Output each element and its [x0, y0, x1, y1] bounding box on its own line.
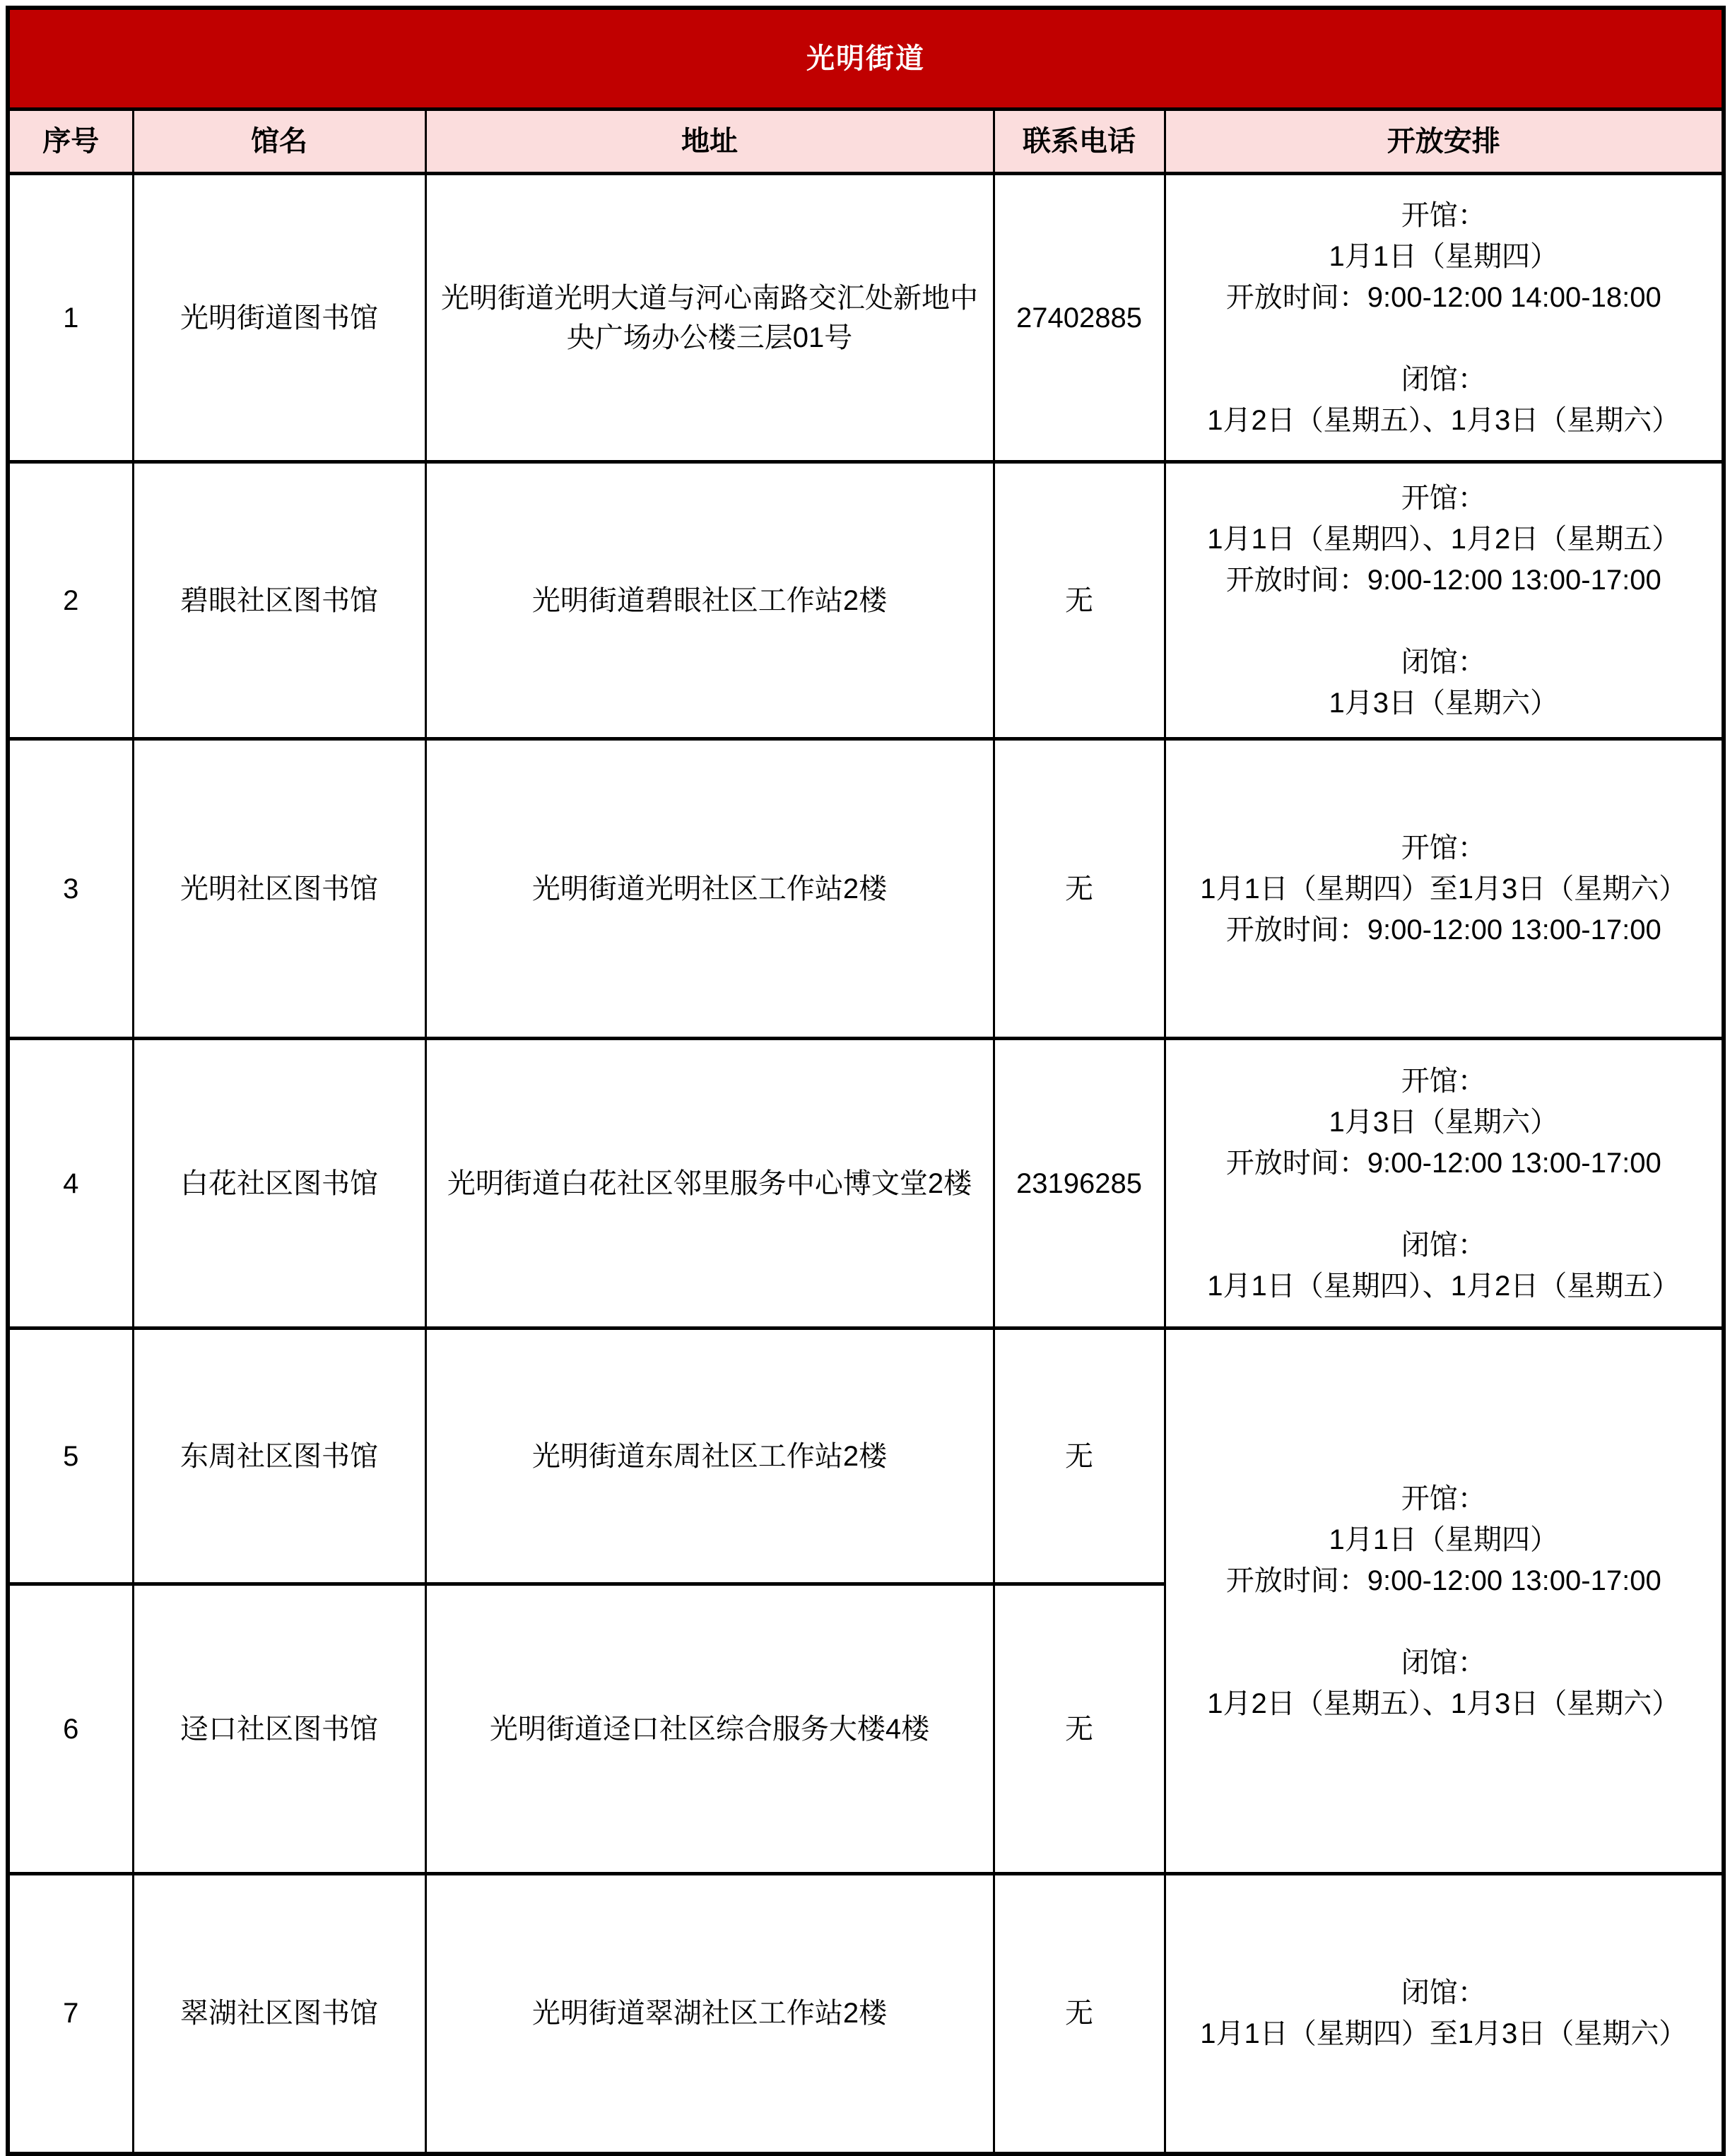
schedule-gap [1172, 1601, 1717, 1642]
cell-phone: 23196285 [994, 1039, 1165, 1329]
schedule-open-hours: 开放时间：9:00-12:00 13:00-17:00 [1225, 1565, 1661, 1596]
schedule-open-label: 开馆： [1401, 1483, 1486, 1514]
library-schedule-table [6, 6, 1726, 2156]
col-header-phone: 联系电话 [994, 110, 1165, 174]
page-title: 光明街道 [8, 8, 1724, 110]
table-row [8, 739, 1724, 1039]
cell-name: 翠湖社区图书馆 [133, 1874, 425, 2154]
schedule-open-hours: 开放时间：9:00-12:00 13:00-17:00 [1225, 914, 1661, 946]
cell-phone: 无 [994, 1329, 1165, 1584]
cell-schedule [1165, 1874, 1724, 2154]
cell-address: 光明街道东周社区工作站2楼 [425, 1329, 994, 1584]
cell-no: 1 [8, 174, 133, 462]
cell-name: 光明社区图书馆 [133, 739, 425, 1039]
cell-name: 迳口社区图书馆 [133, 1584, 425, 1874]
cell-address: 光明街道光明社区工作站2楼 [425, 739, 994, 1039]
cell-phone: 无 [994, 1584, 1165, 1874]
cell-phone: 27402885 [994, 174, 1165, 462]
cell-phone: 无 [994, 462, 1165, 739]
schedule-block [1172, 1972, 1717, 2054]
cell-schedule [1165, 462, 1724, 739]
cell-address: 光明街道光明大道与河心南路交汇处新地中央广场办公楼三层01号 [425, 174, 994, 462]
cell-no: 2 [8, 462, 133, 739]
schedule-open-dates: 1月3日（星期六） [1329, 1106, 1558, 1138]
schedule-block [1172, 1061, 1717, 1307]
schedule-gap [1172, 601, 1717, 642]
schedule-open-dates: 1月1日（星期四）至1月3日（星期六） [1200, 873, 1688, 905]
schedule-close-dates: 1月1日（星期四）至1月3日（星期六） [1200, 2018, 1688, 2050]
cell-name: 光明街道图书馆 [133, 174, 425, 462]
title-row [8, 8, 1724, 110]
schedule-gap [1172, 1184, 1717, 1225]
cell-phone: 无 [994, 1874, 1165, 2154]
cell-phone: 无 [994, 739, 1165, 1039]
col-header-no: 序号 [8, 110, 133, 174]
schedule-open-dates: 1月1日（星期四） [1329, 240, 1558, 272]
cell-no: 4 [8, 1039, 133, 1329]
table-row [8, 1039, 1724, 1329]
table-row [8, 1874, 1724, 2154]
schedule-block [1172, 195, 1717, 441]
cell-no: 3 [8, 739, 133, 1039]
col-header-address: 地址 [425, 110, 994, 174]
schedule-close-label: 闭馆： [1401, 363, 1486, 395]
schedule-open-dates: 1月1日（星期四）、1月2日（星期五） [1207, 523, 1681, 555]
schedule-close-dates: 1月2日（星期五）、1月3日（星期六） [1207, 404, 1681, 436]
schedule-open-hours: 开放时间：9:00-12:00 13:00-17:00 [1225, 564, 1661, 596]
schedule-close-dates: 1月2日（星期五）、1月3日（星期六） [1207, 1687, 1681, 1719]
cell-name: 东周社区图书馆 [133, 1329, 425, 1584]
schedule-open-label: 开馆： [1401, 1065, 1486, 1097]
schedule-gap [1172, 318, 1717, 359]
schedule-open-label: 开馆： [1401, 832, 1486, 864]
col-header-name: 馆名 [133, 110, 425, 174]
schedule-open-hours: 开放时间：9:00-12:00 13:00-17:00 [1225, 1147, 1661, 1179]
table-row [8, 174, 1724, 462]
schedule-open-hours: 开放时间：9:00-12:00 14:00-18:00 [1225, 281, 1661, 313]
schedule-close-label: 闭馆： [1401, 1977, 1486, 2009]
schedule-close-label: 闭馆： [1401, 1647, 1486, 1678]
col-header-schedule: 开放安排 [1165, 110, 1724, 174]
schedule-open-label: 开馆： [1401, 482, 1486, 514]
schedule-close-label: 闭馆： [1401, 1229, 1486, 1261]
schedule-close-dates: 1月3日（星期六） [1329, 687, 1558, 719]
column-header-row [8, 110, 1724, 174]
cell-schedule [1165, 1039, 1724, 1329]
cell-schedule [1165, 739, 1724, 1039]
cell-schedule [1165, 174, 1724, 462]
cell-no: 6 [8, 1584, 133, 1874]
schedule-block [1172, 827, 1717, 950]
schedule-open-label: 开馆： [1401, 199, 1486, 231]
schedule-open-dates: 1月1日（星期四） [1329, 1524, 1558, 1555]
cell-address: 光明街道碧眼社区工作站2楼 [425, 462, 994, 739]
schedule-close-label: 闭馆： [1401, 646, 1486, 678]
schedule-block [1172, 478, 1717, 724]
cell-schedule-merged [1165, 1329, 1724, 1874]
cell-name: 白花社区图书馆 [133, 1039, 425, 1329]
schedule-close-dates: 1月1日（星期四）、1月2日（星期五） [1207, 1270, 1681, 1302]
cell-no: 5 [8, 1329, 133, 1584]
cell-name: 碧眼社区图书馆 [133, 462, 425, 739]
cell-address: 光明街道迳口社区综合服务大楼4楼 [425, 1584, 994, 1874]
cell-address: 光明街道白花社区邻里服务中心博文堂2楼 [425, 1039, 994, 1329]
cell-address: 光明街道翠湖社区工作站2楼 [425, 1874, 994, 2154]
table-row [8, 462, 1724, 739]
cell-no: 7 [8, 1874, 133, 2154]
schedule-block [1172, 1478, 1717, 1724]
table-row [8, 1329, 1724, 1584]
